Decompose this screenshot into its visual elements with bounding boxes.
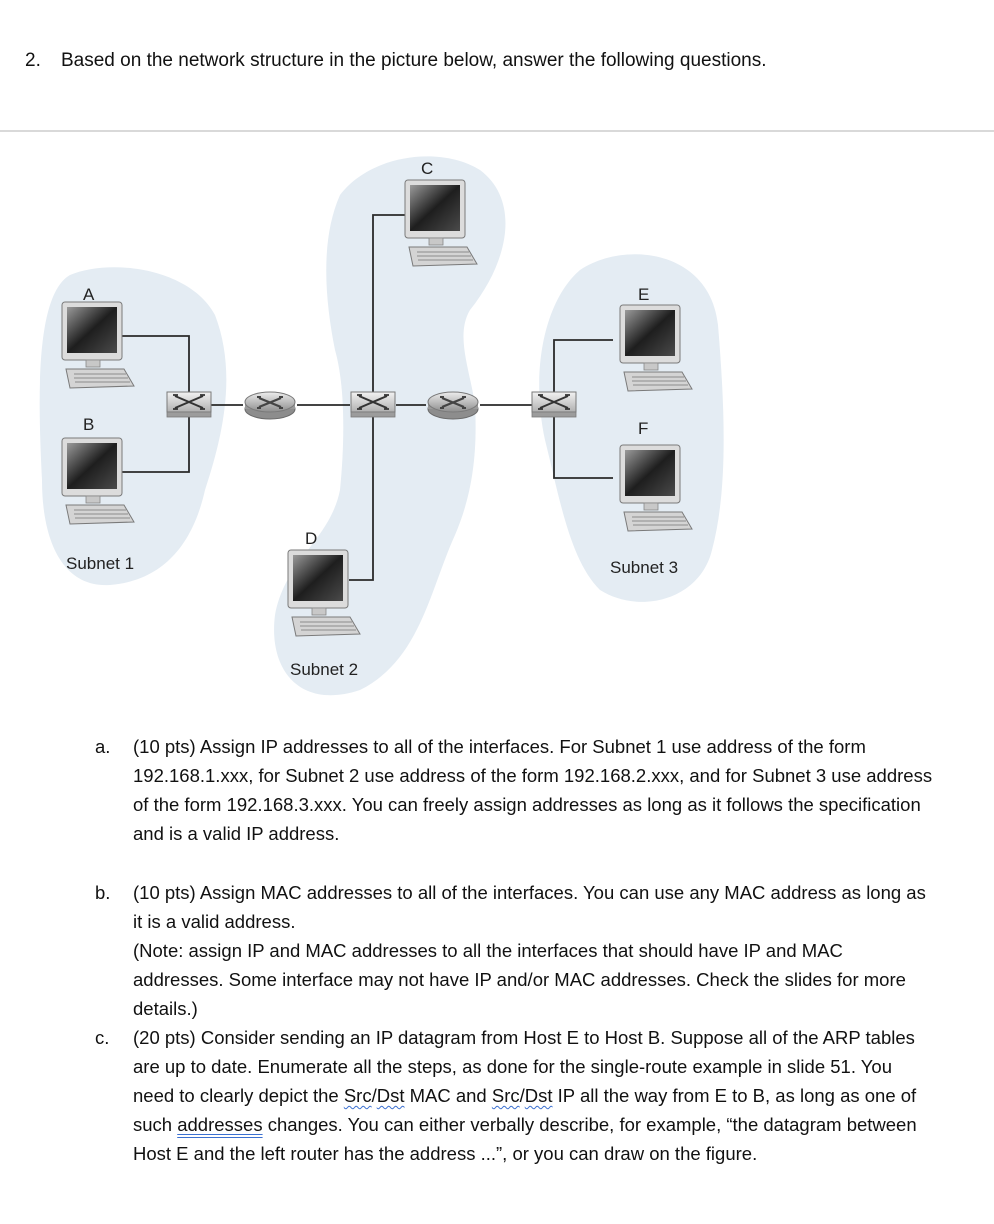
router-left-icon [245, 392, 295, 419]
host-a-label: A [83, 285, 95, 304]
subnet-2-label: Subnet 2 [290, 660, 359, 679]
part-c-dst-word: Dst [376, 1085, 405, 1106]
switch-2-icon [351, 392, 395, 417]
part-b-note: (Note: assign IP and MAC addresses to all the interfaces that should have IP and MAC addresses. Some interface may not have IP and/or MAC addresses. Check the slides for more details.) [133, 940, 906, 1019]
part-c-dst-word-2: Dst [524, 1085, 553, 1106]
part-c-seg3: IP all the way from E to B, as long as one of such [133, 1085, 917, 1135]
network-diagram [0, 140, 994, 700]
subnet-1-label: Subnet 1 [66, 554, 135, 573]
question-heading [25, 50, 767, 72]
question-text: Based on the network structure in the picture below, answer the following questions. [61, 50, 767, 71]
part-b-marker: b. [95, 882, 111, 903]
divider-line [0, 130, 994, 132]
switch-3-icon [532, 392, 576, 417]
part-c-seg2: MAC and [404, 1085, 492, 1106]
part-c-seg4: changes. You can either verbally describe, for example, “the datagram between Host E and the left router has the address ...”, or you can draw on the figure. [133, 1114, 917, 1164]
part-c-src-word-2: Src [491, 1085, 520, 1106]
part-a-text: (10 pts) Assign IP addresses to all of the interfaces. For Subnet 1 use address of the form 192.168.1.xxx, for Subnet 2 use address of the form 192.168.2.xxx, and for Subnet 3 use address of the form 192.168.3.xxx. You can freely assign addresses as long as it follows the specification and is a valid IP address. [133, 736, 933, 844]
subnet-3-label: Subnet 3 [610, 558, 679, 577]
host-f-label: F [638, 419, 649, 438]
part-c-text [133, 1023, 933, 1168]
part-c-seg1: (20 pts) Consider sending an IP datagram from Host E to Host B. Suppose all of the ARP tables are up to date. Enumerate all the steps, as done for the single-route example in slide 51. You need to clearly depict the [133, 1027, 915, 1106]
part-c-slash-1: / [371, 1085, 377, 1106]
part-b-body [133, 878, 933, 1023]
host-b-label: B [83, 415, 95, 434]
part-a-marker: a. [95, 736, 111, 757]
part-b-text: (10 pts) Assign MAC addresses to all of the interfaces. You can use any MAC address as long as it is a valid address. [133, 882, 926, 932]
host-e-label: E [638, 285, 650, 304]
part-c-slash-2: / [519, 1085, 525, 1106]
part-c-marker: c. [95, 1027, 110, 1048]
subnet-2-region [274, 156, 505, 695]
part-c-addresses-word: addresses [177, 1114, 263, 1135]
host-c-label: C [421, 159, 434, 178]
host-d-label: D [305, 529, 318, 548]
switch-1-icon [167, 392, 211, 417]
part-c-src-word: Src [343, 1085, 372, 1106]
question-number: 2. [25, 50, 41, 71]
router-right-icon [428, 392, 478, 419]
